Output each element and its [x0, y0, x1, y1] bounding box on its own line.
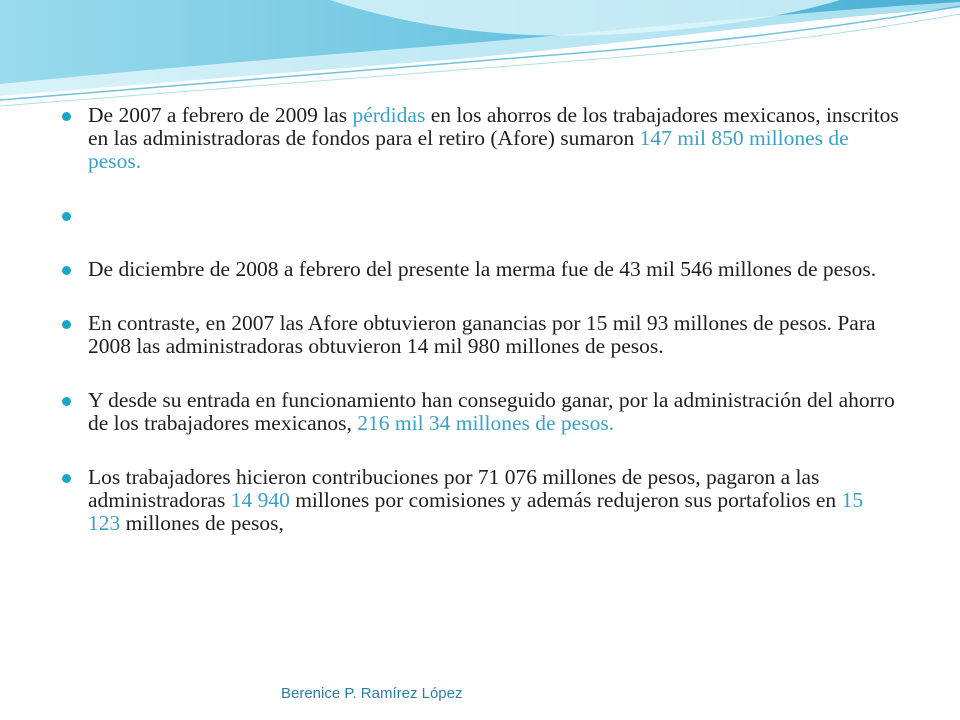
- bullet-text: Y desde su entrada en funcionamiento han conseguido ganar, por la administración del ahorro de los trabajadores mexicanos,: [88, 388, 895, 435]
- highlighted-text: 14 940: [230, 488, 290, 512]
- bullet-dot-icon: [62, 397, 71, 406]
- bullet-item: [60, 258, 900, 281]
- bullet-text: Los trabajadores hicieron contribuciones por 71 076 millones de pesos, pagaron a las administradoras: [88, 465, 820, 512]
- bullet-text: millones por comisiones y además redujeron sus portafolios en: [289, 488, 842, 512]
- highlighted-text: 15 123: [88, 488, 864, 535]
- bullet-text: millones de pesos,: [120, 511, 284, 535]
- bullet-dot-icon: [62, 474, 71, 483]
- bullet-item: [60, 204, 900, 227]
- bullet-item: [60, 104, 900, 173]
- bullet-dot-icon: [62, 266, 71, 275]
- bullet-dot-icon: [62, 112, 71, 121]
- bullet-text: De 2007 a febrero de 2009 las: [88, 103, 353, 127]
- bullet-dot-icon: [62, 212, 71, 221]
- bullet-item: [60, 312, 900, 358]
- highlighted-text: 147 mil 850 millones de pesos.: [88, 126, 849, 173]
- highlighted-text: 216 mil 34 millones de pesos.: [357, 411, 615, 435]
- bullet-item: [60, 466, 900, 535]
- slide-content: [60, 104, 900, 566]
- bullet-item: [60, 389, 900, 435]
- bullet-text: en los ahorros de los trabajadores mexicanos, inscritos en las administradoras de fondos para el retiro (Afore) sumaron: [88, 103, 899, 150]
- highlighted-text: pérdidas: [352, 103, 426, 127]
- footer-author: Berenice P. Ramírez López: [281, 685, 463, 702]
- bullet-text: En contraste, en 2007 las Afore obtuvieron ganancias por 15 mil 93 millones de pesos. Para 2008 las administradoras obtuvieron 14 mil 980 millones de pesos.: [88, 311, 876, 358]
- bullet-list: [60, 104, 900, 535]
- bullet-text: De diciembre de 2008 a febrero del presente la merma fue de 43 mil 546 millones de pesos.: [88, 257, 877, 281]
- bullet-dot-icon: [62, 320, 71, 329]
- wave-header-decoration: [0, 0, 960, 110]
